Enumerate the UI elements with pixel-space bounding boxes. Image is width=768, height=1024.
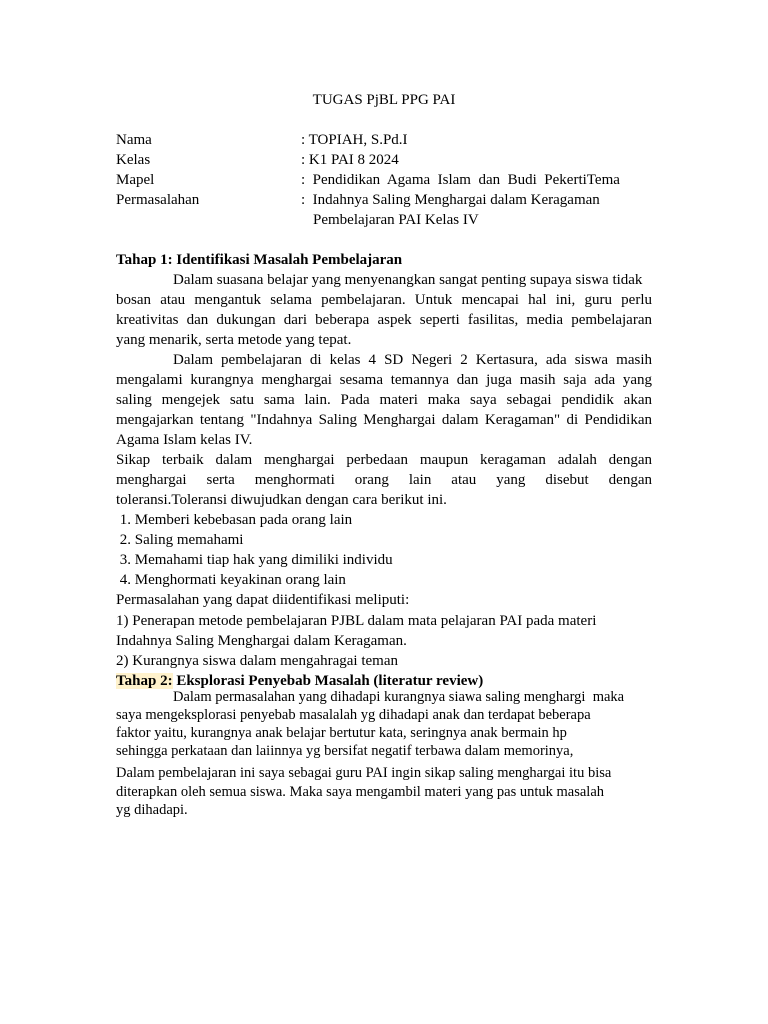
stage1-line: mengalami kurangnya menghargai sesama temannya dan juga masih saja ada yang (116, 372, 652, 388)
value-mapel: : Pendidikan Agama Islam dan Budi PekertiTema (301, 172, 620, 188)
stage2-line: Dalam permasalahan yang dihadapi kurangnya siawa saling menghargi maka (173, 689, 625, 705)
tolerance-list-item: 1. Memberi kebebasan pada orang lain (116, 512, 353, 528)
tolerance-list-item: 3. Memahami tiap hak yang dimiliki individu (116, 552, 393, 568)
label-kelas: Kelas (116, 152, 151, 168)
problem-item: 1) Penerapan metode pembelajaran PJBL dalam mata pelajaran PAI pada materi (116, 613, 597, 629)
stage2-line: saya mengeksplorasi penyebab masalalah yg dihadapi anak dan terdapat beberapa (116, 707, 591, 723)
problem-item: 2) Kurangnya siswa dalam mengahragai teman (116, 653, 398, 669)
stage2-heading-title: Eksplorasi Penyebab Masalah (literatur review) (176, 673, 484, 689)
value-permasalahan: : Indahnya Saling Menghargai dalam Keragaman (301, 192, 600, 208)
value-nama: : TOPIAH, S.Pd.I (301, 132, 408, 148)
stage2-line: yg dihadapi. (116, 802, 188, 818)
stage1-line: toleransi.Toleransi diwujudkan dengan cara berikut ini. (116, 492, 447, 508)
label-permasalahan: Permasalahan (116, 192, 200, 208)
stage1-line: Sikap terbaik dalam menghargai perbedaan maupun keragaman adalah dengan (116, 452, 652, 468)
stage1-heading: Tahap 1: Identifikasi Masalah Pembelajaran (116, 252, 403, 268)
value-permasalahan-continued: Pembelajaran PAI Kelas IV (313, 212, 479, 228)
tolerance-list-item: 4. Menghormati keyakinan orang lain (116, 572, 346, 588)
label-mapel: Mapel (116, 172, 155, 188)
stage1-line: mengajarkan tentang "Indahnya Saling Menghargai dalam Keragaman" di Pendidikan (116, 412, 652, 428)
label-nama: Nama (116, 132, 152, 148)
stage1-line: Permasalahan yang dapat diidentifikasi meliputi: (116, 592, 410, 608)
stage1-line: saling mengejek satu sama lain. Pada materi maka saya sebagai pendidik akan (116, 392, 652, 408)
stage2-line: faktor yaitu, kurangnya anak belajar bertutur kata, seringnya anak bermain hp (116, 725, 567, 741)
problem-item: Indahnya Saling Menghargai dalam Keragaman. (116, 633, 407, 649)
value-kelas: : K1 PAI 8 2024 (301, 152, 399, 168)
stage1-line: kreativitas dan dukungan dari beberapa aspek seperti fasilitas, media pembelajaran (116, 312, 652, 328)
stage2-line: sehingga perkataan dan laiinnya yg bersifat negatif terbawa dalam memorinya, (116, 743, 574, 759)
tolerance-list-item: 2. Saling memahami (116, 532, 244, 548)
stage1-line: bosan atau mengantuk selama pembelajaran. Untuk mencapai hal ini, guru perlu (116, 292, 652, 308)
stage2-line: Dalam pembelajaran ini saya sebagai guru PAI ingin sikap saling menghargai itu bisa (116, 765, 612, 781)
stage1-line: yang menarik, serta metode yang tepat. (116, 332, 352, 348)
stage1-line: Dalam pembelajaran di kelas 4 SD Negeri 2 Kertasura, ada siswa masih (173, 352, 652, 368)
document-title: TUGAS PjBL PPG PAI (312, 92, 456, 108)
stage2-line: diterapkan oleh semua siswa. Maka saya mengambil materi yang pas untuk masalah (116, 784, 605, 800)
stage2-heading-prefix: Tahap 2: (116, 673, 173, 689)
stage1-line: Dalam suasana belajar yang menyenangkan sangat penting supaya siswa tidak (173, 272, 643, 288)
stage1-line: menghargai serta menghormati orang lain atau yang disebut dengan (116, 472, 652, 488)
stage1-line: Agama Islam kelas IV. (116, 432, 253, 448)
